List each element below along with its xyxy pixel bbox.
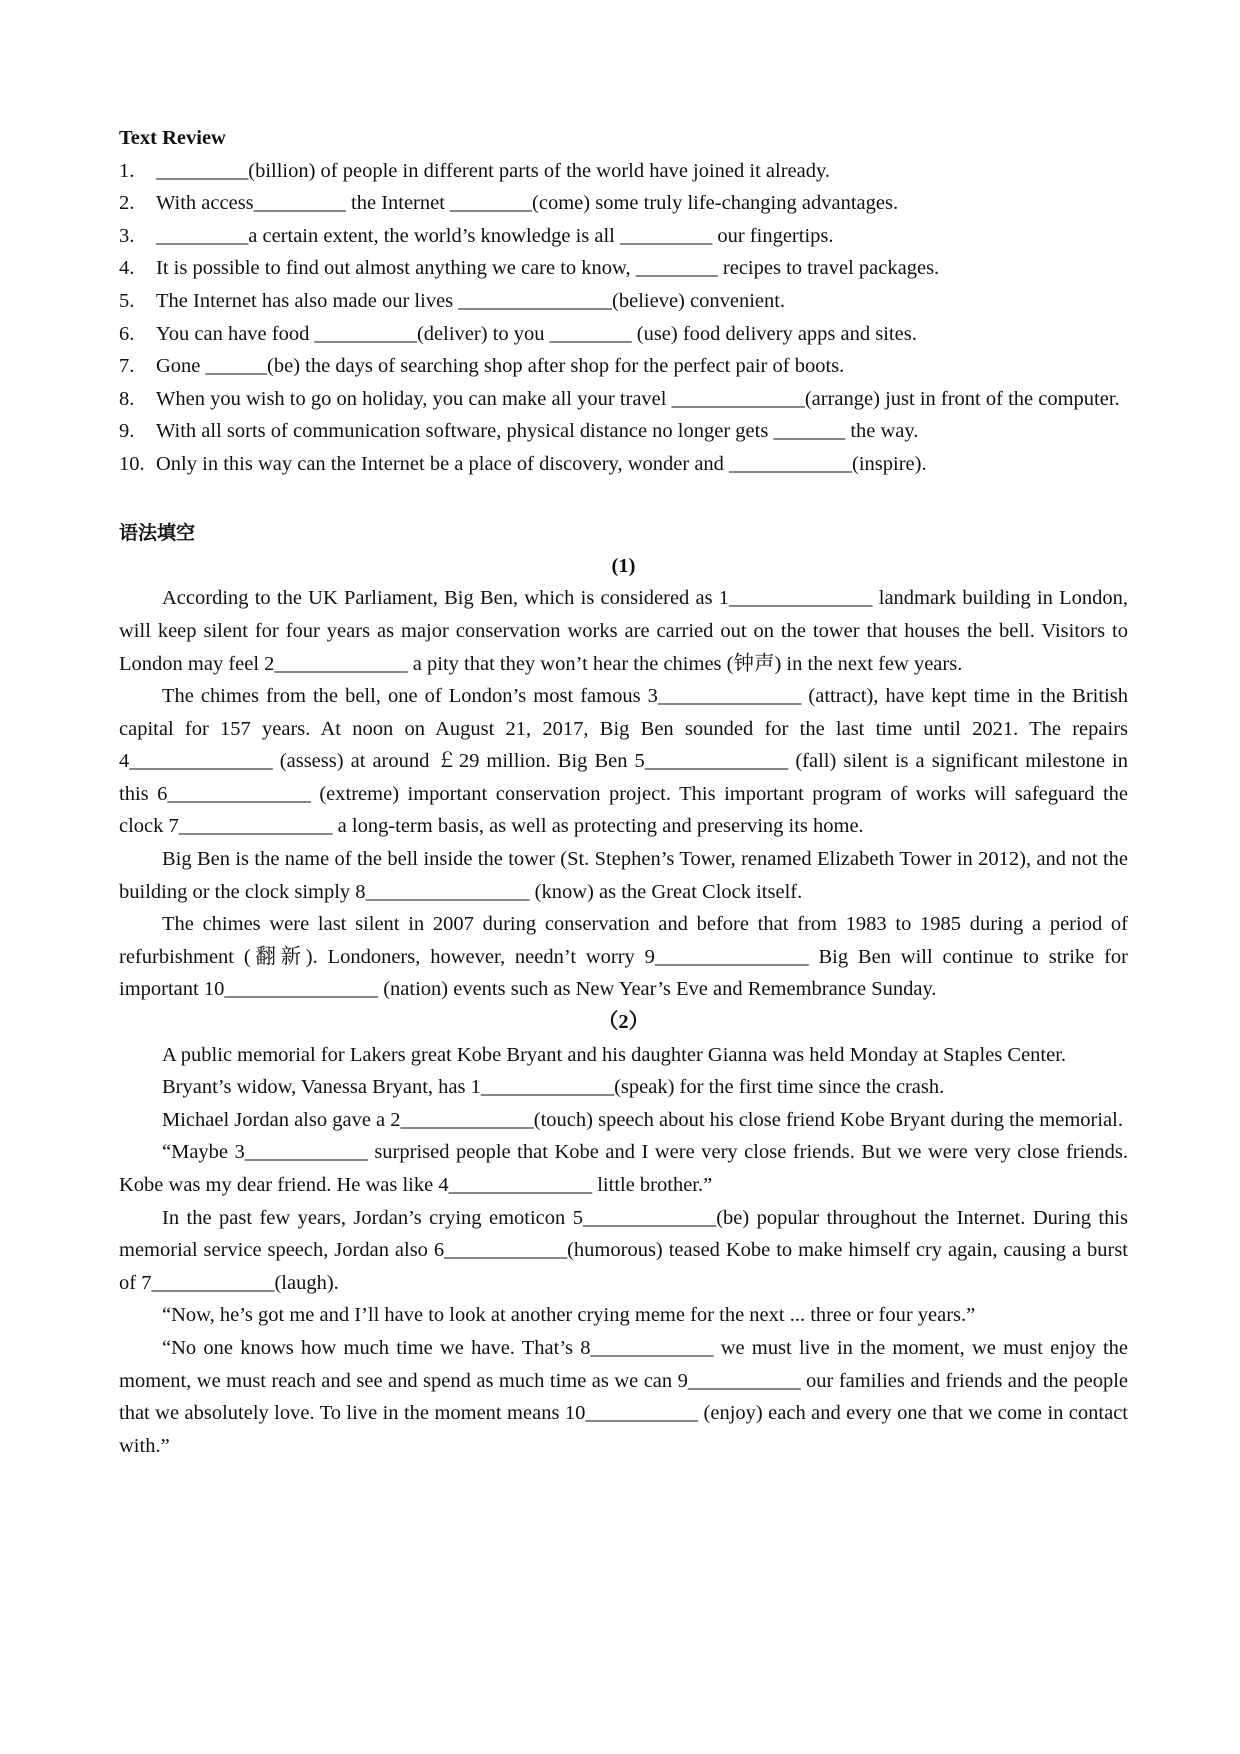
passage-1-paragraph-4: The chimes were last silent in 2007 during conservation and before that from 1983 to 1985 during a period of refurbishment (翻新). Londoners, however, needn’t worry 9_______________ Big Ben will continue to strike for important 10_______________ (nation) events such as New Year’s Eve and Remembrance Sunday. bbox=[119, 913, 1128, 1001]
passage-2-paragraph-7: “No one knows how much time we have. That’s 8____________ we must live in the moment, we must enjoy the moment, we must reach and see and spend as much time as we can 9___________ our families and friends and the people that we absolutely love. To live in the moment means 10___________ (enjoy) each and every one that we come in contact with.” bbox=[119, 1336, 1128, 1457]
review-sentence: _________(billion) of people in different parts of the world have joined it already. bbox=[156, 159, 831, 182]
passage-1-paragraph-3: Big Ben is the name of the bell inside the tower (St. Stephen’s Tower, renamed Elizabeth Tower in 2012), and not the building or the clock simply 8________________ (know) as the Great Clock itself. bbox=[119, 848, 1128, 903]
review-num: 5. bbox=[119, 289, 135, 312]
review-item-4 bbox=[119, 252, 1128, 285]
review-sentence: Gone ______(be) the days of searching shop after shop for the perfect pair of boots. bbox=[156, 355, 845, 378]
review-sentence: With all sorts of communication software, physical distance no longer gets _______ the way. bbox=[156, 420, 919, 443]
passage-1-number: (1) bbox=[611, 554, 636, 577]
review-num: 1. bbox=[119, 159, 135, 182]
passage-1-paragraph-1: According to the UK Parliament, Big Ben, which is considered as 1______________ landmark building in London, will keep silent for four years as major conservation works are carried out on the tower that houses the bell. Visitors to London may feel 2_____________ a pity that they won’t hear the chimes (钟声) in the next few years. bbox=[119, 587, 1128, 675]
review-item-6 bbox=[119, 318, 1128, 351]
review-num: 4. bbox=[119, 257, 135, 280]
review-sentence: It is possible to find out almost anything we care to know, ________ recipes to travel packages. bbox=[156, 257, 940, 280]
passage-2-paragraph-6: “Now, he’s got me and I’ll have to look at another crying meme for the next ... three or four years.” bbox=[162, 1304, 976, 1327]
review-item-1 bbox=[119, 155, 1128, 188]
text-review-title: Text Review bbox=[119, 127, 226, 149]
review-sentence: You can have food __________(deliver) to you ________ (use) food delivery apps and sites. bbox=[156, 322, 917, 345]
passage-2-paragraph-4: “Maybe 3____________ surprised people that Kobe and I were very close friends. But we were very close friends. Kobe was my dear friend. He was like 4______________ little brother.” bbox=[119, 1141, 1128, 1196]
review-sentence: When you wish to go on holiday, you can make all your travel _____________(arrange) just in front of the computer. bbox=[156, 387, 1120, 410]
passage-1-paragraph-2: The chimes from the bell, one of London’s most famous 3______________ (attract), have kept time in the British capital for 157 years. At noon on August 21, 2017, Big Ben sounded for the last time until 2021. The repairs 4______________ (assess) at around ￡29 million. Big Ben 5______________ (fall) silent is a significant milestone in this 6______________ (extreme) important conservation project. This important program of works will safeguard the clock 7_______________ a long-term basis, as well as protecting and preserving its home. bbox=[119, 685, 1128, 838]
review-sentence: With access_________ the Internet ________(come) some truly life-changing advantages. bbox=[156, 192, 899, 215]
grammar-section-title: 语法填空 bbox=[119, 522, 196, 545]
review-item-10 bbox=[119, 448, 1128, 481]
text-review-list bbox=[119, 155, 1128, 481]
review-item-5 bbox=[119, 285, 1128, 318]
review-num: 7. bbox=[119, 355, 135, 378]
section-spacer bbox=[119, 481, 1128, 514]
passage-2-paragraph-5: In the past few years, Jordan’s crying emoticon 5_____________(be) popular throughout the Internet. During this memorial service speech, Jordan also 6____________(humorous) teased Kobe to make himself cry again, causing a burst of 7____________(laugh). bbox=[119, 1206, 1128, 1294]
review-item-2 bbox=[119, 187, 1128, 220]
passage-2-paragraph-1: A public memorial for Lakers great Kobe Bryant and his daughter Gianna was held Monday at Staples Center. bbox=[162, 1043, 1067, 1066]
review-item-8 bbox=[119, 383, 1128, 416]
review-sentence: _________a certain extent, the world’s knowledge is all _________ our fingertips. bbox=[156, 224, 834, 247]
passage-2-number: （2） bbox=[597, 1011, 650, 1034]
passage-2-paragraph-3: Michael Jordan also gave a 2_____________(touch) speech about his close friend Kobe Bryant during the memorial. bbox=[162, 1108, 1123, 1131]
review-item-9 bbox=[119, 415, 1128, 448]
review-sentence: The Internet has also made our lives _______________(believe) convenient. bbox=[156, 289, 786, 312]
review-num: 2. bbox=[119, 192, 135, 215]
passage-2-paragraph-2: Bryant’s widow, Vanessa Bryant, has 1_____________(speak) for the first time since the crash. bbox=[162, 1076, 945, 1099]
review-num: 6. bbox=[119, 322, 135, 345]
review-num: 8. bbox=[119, 387, 135, 410]
review-sentence: Only in this way can the Internet be a place of discovery, wonder and ____________(inspire). bbox=[156, 452, 927, 475]
review-item-7 bbox=[119, 350, 1128, 383]
review-num: 10. bbox=[119, 452, 145, 475]
review-item-3 bbox=[119, 220, 1128, 253]
review-num: 9. bbox=[119, 420, 135, 443]
review-num: 3. bbox=[119, 224, 135, 247]
